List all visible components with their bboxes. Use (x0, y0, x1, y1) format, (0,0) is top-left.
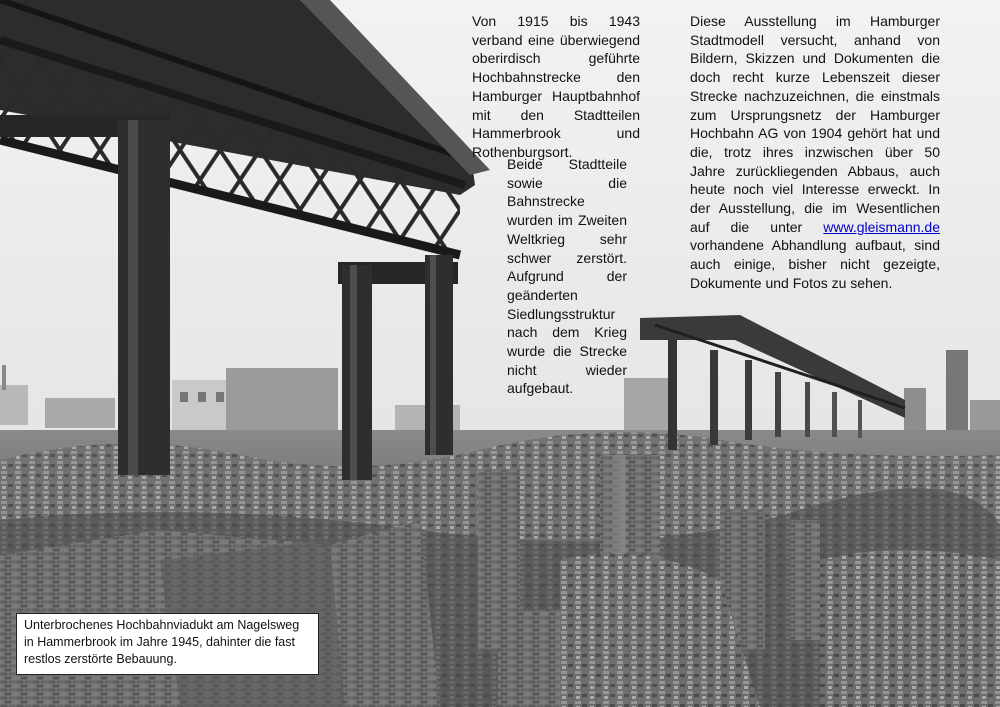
exhibition-text-part1: Diese Ausstellung im Hamburger Stadtmodell versucht, anhand von Bildern, Skizzen und Dokumenten die doch recht kurze Lebenszeit dieser Strecke nachzuzeichnen, die einstmals zum Ursprungsnetz der Hamburger Hochbahn AG von 1904 gehört hat und die, trotz ihres inzwischen über 50 Jahre zurückliegenden Abbaus, auch heute noch viel Interesse erweckt. In der Ausstellung, die im Wesentlichen auf die unter (690, 13, 940, 235)
intro-text: Von 1915 bis 1943 verband eine überwiegend oberirdisch geführte Hochbahnstrecke den Hamburger Hauptbahnhof mit den Stadtteilen Hammerbrook und Rothenburgsort. (472, 13, 640, 160)
photo-caption: Unterbrochenes Hochbahnviadukt am Nagelsweg in Hammerbrook im Jahre 1945, dahinter die fast restlos zerstörte Bebauung. (16, 613, 319, 675)
exhibition-text-part2: vorhandene Abhandlung aufbaut, sind auch einige, bisher nicht gezeigte, Dokumente und Fotos zu sehen. (690, 237, 940, 291)
exhibition-text (690, 12, 940, 293)
gleismann-link[interactable]: www.gleismann.de (823, 218, 940, 235)
history-text: Beide Stadtteile sowie die Bahnstrecke wurden im Zweiten Weltkrieg sehr schwer zerstört. Aufgrund der geänderten Siedlungsstruktur nach dem Krieg wurde die Strecke nicht wieder aufgebaut. (507, 156, 627, 397)
